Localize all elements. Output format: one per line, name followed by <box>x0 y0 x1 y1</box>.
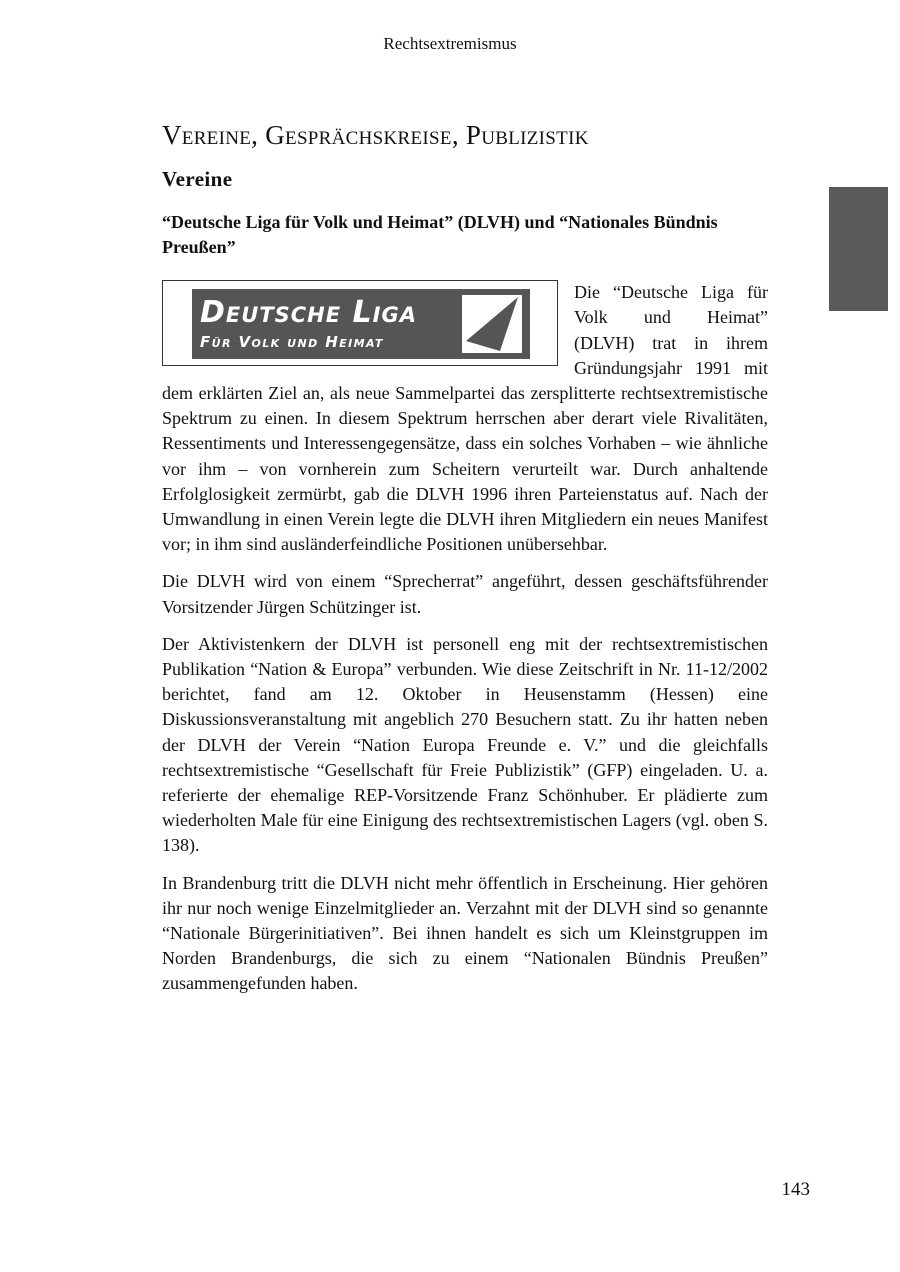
logo-triangle-icon <box>462 295 522 353</box>
paragraph: Die “Deutsche Liga für Volk und Heimat” (DLVH) trat in ihrem Gründungsjahr 1991 mit dem erklärten Ziel an, als neue Sammelpartei das zersplitterte rechtsextremistische Spektrum zu einen. In diesem Spektrum herrschen aber derart viele Rivalitäten, Ressentiments und Interessengegensätze, dass ein solches Vorhaben – wie ähnliche vor ihm – von vornherein zum Scheitern verurteilt war. Durch anhaltende Erfolglosigkeit zermürbt, gab die DLVH 1996 ihren Parteienstatus auf. Nach der Umwandlung in einen Verein legte die DLVH ihren Mitgliedern ein neues Manifest vor; in ihm sind ausländerfeindliche Positionen unübersehbar. <box>162 282 768 555</box>
logo-text-line1: Deutsche Liga <box>200 295 417 331</box>
page-number: 143 <box>781 1179 810 1200</box>
running-head: Rechtsextremismus <box>383 34 517 53</box>
page-content <box>162 118 768 997</box>
logo-banner <box>192 289 530 359</box>
paragraph: In Brandenburg tritt die DLVH nicht mehr öffentlich in Erscheinung. Hier gehören ihr nur noch wenige Einzelmitglieder an. Verzahnt mit der DLVH sind so genannte “Nationale Bürgerinitiativen”. Bei ihnen handelt es sich um Kleinstgruppen im Norden Brandenburgs, die sich zu einem “Nationalen Bündnis Preußen” zusammengefunden haben. <box>162 872 768 994</box>
paragraph: Die DLVH wird von einem “Sprecherrat” angeführt, dessen geschäftsführender Vorsitzender Jürgen Schützinger ist. <box>162 571 768 617</box>
chapter-thumb-tab <box>829 187 888 311</box>
section-title: Vereine, Gesprächskreise, Publizistik <box>162 120 589 150</box>
article-heading: “Deutsche Liga für Volk und Heimat” (DLVH) und “Nationales Bündnis Preußen” <box>162 212 718 258</box>
subsection-title: Vereine <box>162 167 233 192</box>
paragraph: Der Aktivistenkern der DLVH ist personell eng mit der rechtsextremistischen Publikation “Nation & Europa” verbunden. Wie diese Zeitschrift in Nr. 11-12/2002 berichtet, fand am 12. Oktober in Heusenstamm (Hessen) eine Diskussionsveranstaltung mit angeblich 270 Besuchern statt. Zu ihr hatten neben der DLVH der Verein “Nation Europa Freunde e. V.” und die gleichfalls rechtsextremistische “Gesellschaft für Freie Publizistik” (GFP) eingeladen. U. a. referierte der ehemalige REP-Vorsitzende Franz Schönhuber. Er plädierte zum wiederholten Male für eine Einigung des rechtsextremistischen Lagers (vgl. oben S. 138). <box>162 633 768 856</box>
logo-text-line2: Für Volk und Heimat <box>200 333 384 352</box>
dlvh-logo <box>162 280 558 366</box>
